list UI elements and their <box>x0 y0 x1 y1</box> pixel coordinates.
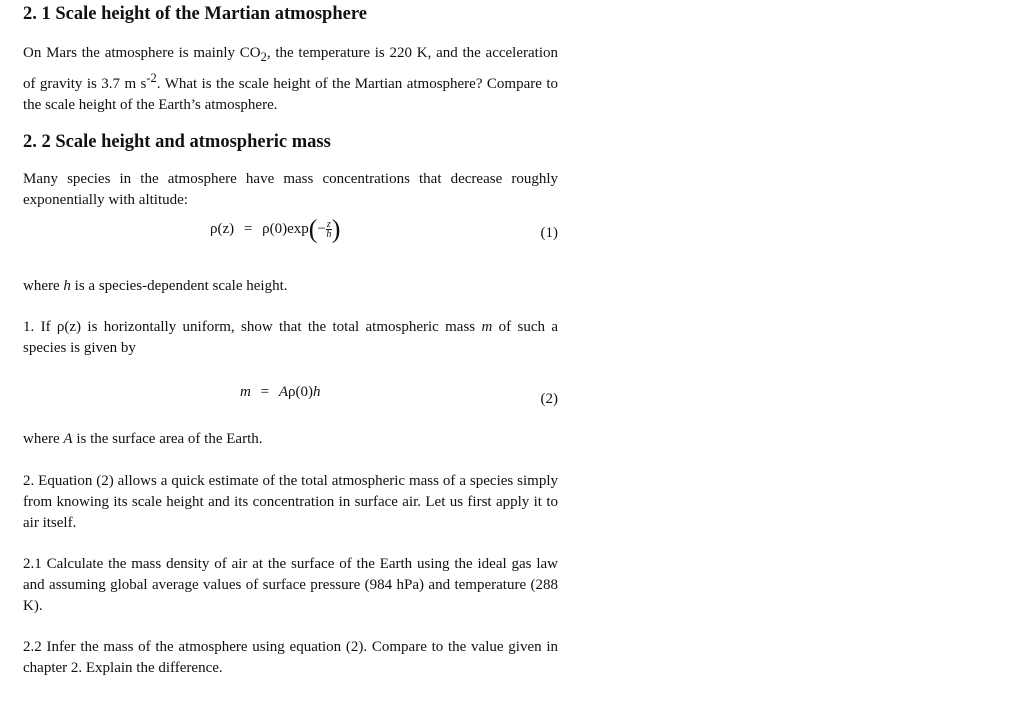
eq1-left-paren: ( <box>308 214 318 244</box>
section-2-2-intro: Many species in the atmosphere have mass concentrations that decrease roughly exponentially with altitude: <box>23 171 558 208</box>
where-A-text-a: where <box>23 431 64 447</box>
where-h-text-a: where <box>23 278 64 294</box>
section-2-2-heading: 2. 2 Scale height and atmospheric mass <box>23 132 331 152</box>
item-2-1: 2.1 Calculate the mass density of air at the surface of the Earth using the ideal gas law and assuming global average values of surface pressure (984 hPa) and temperature (288 K). <box>23 556 558 614</box>
eq1-rhs: ρ(0)exp <box>262 220 309 237</box>
equation-2 <box>240 384 320 401</box>
eq1-numerator: z <box>326 219 331 230</box>
where-A-var: A <box>63 431 73 447</box>
where-h-line <box>23 276 558 297</box>
eq1-lhs: ρ(z) <box>210 220 235 237</box>
section-2-1-heading: 2. 1 Scale height of the Martian atmosphere <box>23 4 367 24</box>
item-1-text-a: 1. If ρ(z) is horizontally uniform, show that the total atmospheric mass <box>23 319 482 335</box>
where-A-line <box>23 429 558 450</box>
eq2-height: h <box>312 384 321 400</box>
section-2-1-paragraph <box>23 43 558 116</box>
eq2-equals: = <box>260 384 270 400</box>
eq1-minus: − <box>317 220 326 237</box>
eq2-area: A <box>278 384 288 400</box>
where-h-var: h <box>63 278 71 294</box>
eq1-equals: = <box>243 220 253 237</box>
equation-1-number: (1) <box>540 225 558 241</box>
item-2: 2. Equation (2) allows a quick estimate of the total atmospheric mass of a species simply from knowing its scale height and its concentration in surface air. Let us first apply it to air itself. <box>23 473 558 531</box>
item-1-var: m <box>481 319 493 335</box>
gravity-superscript: -2 <box>146 71 157 85</box>
equation-2-number: (2) <box>540 391 558 407</box>
co2-subscript: 2 <box>260 50 267 64</box>
item-2-2: 2.2 Infer the mass of the atmosphere using equation (2). Compare to the value given in chapter 2. Explain the difference. <box>23 639 558 676</box>
item-1 <box>23 317 558 359</box>
mars-text-2: , the temperature is 220 K, and the acceleration of gravity is 3.7 m s <box>23 45 558 92</box>
mars-text-3: . What is the scale height of the Martian atmosphere? Compare to the scale height of the Earth’s atmosphere. <box>23 76 558 113</box>
eq2-lhs: m <box>240 384 251 400</box>
item-1-text-b: of such a species is given by <box>23 319 558 356</box>
where-h-text-b: is a species-dependent scale height. <box>70 278 288 294</box>
eq1-denominator: h <box>326 229 332 240</box>
mars-text-1: On Mars the atmosphere is mainly CO <box>23 45 261 61</box>
eq2-density: ρ(0) <box>287 384 313 400</box>
equation-1 <box>210 214 341 244</box>
eq1-right-paren: ) <box>331 214 341 244</box>
where-A-text-b: is the surface area of the Earth. <box>72 431 263 447</box>
